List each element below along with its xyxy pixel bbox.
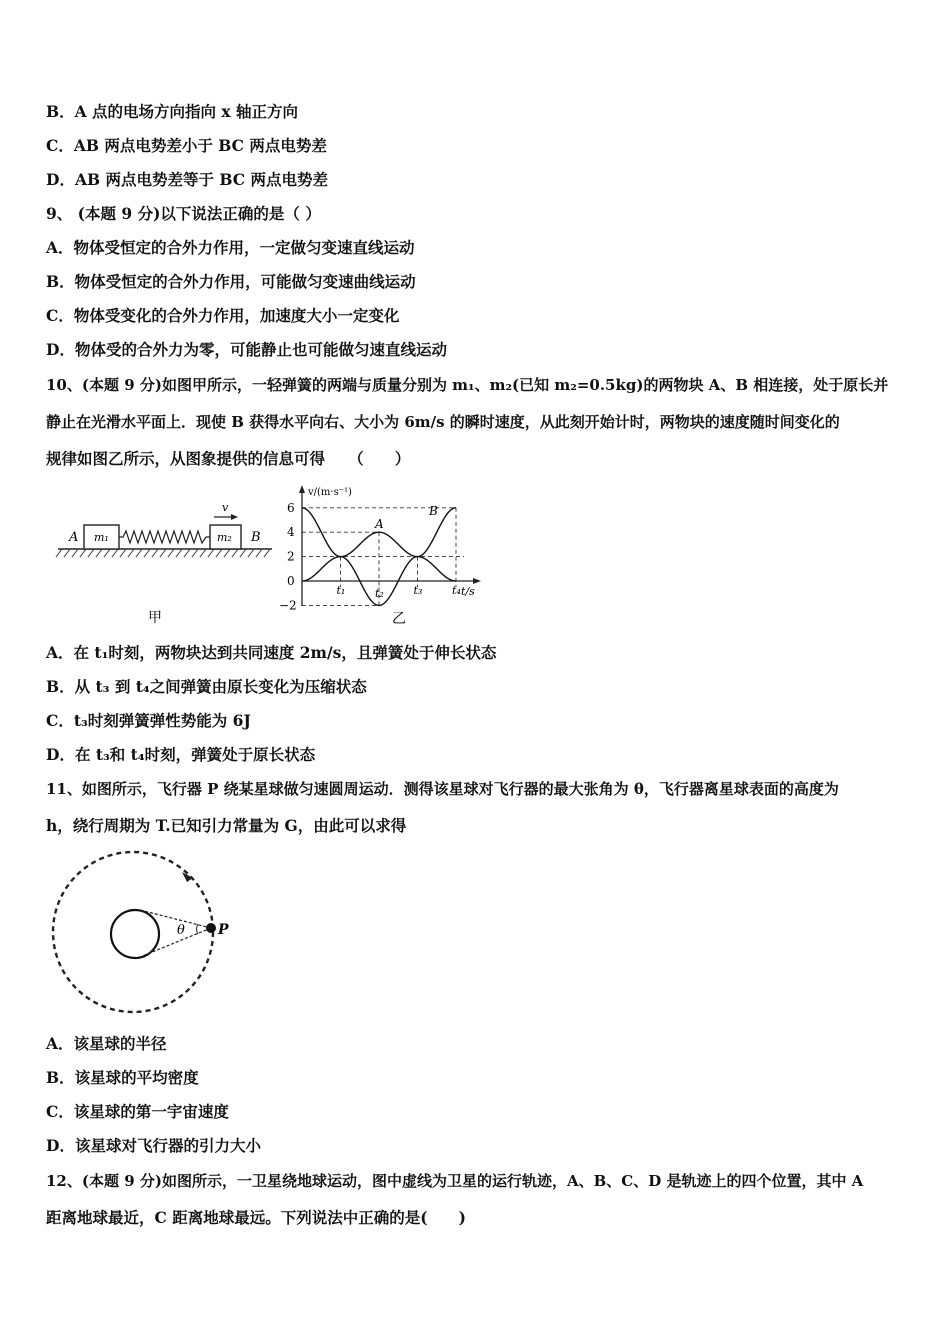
q10-option-b: B．从 t₃ 到 t₄之间弹簧由原长变化为压缩状态 [46, 677, 367, 696]
y-tick-label: 6 [287, 500, 295, 515]
theta-label: θ [177, 923, 185, 938]
q10-option-a: A．在 t₁时刻，两物块达到共同速度 2m/s，且弹簧处于伸长状态 [46, 643, 497, 662]
q9-option-a: A．物体受恒定的合外力作用，一定做匀变速直线运动 [46, 238, 415, 257]
x-axis-label: t/s [461, 585, 475, 598]
block-m1-label: m₁ [94, 531, 109, 544]
q10-stem-line3: 规律如图乙所示，从图象提供的信息可得 （ ） [46, 449, 411, 468]
block-b-label: B [251, 530, 261, 545]
x-tick-label: t₄ [452, 584, 461, 597]
y-axis-arrow [299, 485, 305, 493]
x-tick-label: t₂ [375, 587, 384, 600]
q12-stem-line1: 12、(本题 9 分)如图所示，一卫星绕地球运动，图中虚线为卫星的运行轨迹，A、B、C、D 是轨迹上的四个位置，其中 A [46, 1172, 864, 1190]
q8-option-c: C．AB 两点电势差小于 BC 两点电势差 [46, 136, 327, 155]
q8-option-b: B．A 点的电场方向指向 x 轴正方向 [46, 102, 299, 121]
q11-option-d: D．该星球对飞行器的引力大小 [46, 1136, 261, 1155]
orbit-figure [46, 848, 246, 1018]
block-m2-label: m₂ [217, 531, 232, 544]
figure-jia-caption: 甲 [148, 610, 162, 626]
planet [111, 910, 159, 958]
series-a-label: A [375, 517, 384, 532]
q11-option-b: B．该星球的平均密度 [46, 1068, 199, 1087]
y-tick-label: 2 [287, 549, 295, 564]
q10-option-c: C．t₃时刻弹簧弹性势能为 6J [46, 711, 251, 730]
q11-option-a: A．该星球的半径 [46, 1034, 167, 1053]
q10-stem-line1: 10、(本题 9 分)如图甲所示，一轻弹簧的两端与质量分别为 m₁、m₂(已知 m₂=0.5kg)的两物块 A、B 相连接，处于原长并 [46, 376, 889, 394]
y-tick-label: −2 [279, 598, 297, 613]
q9-stem: 9、 (本题 9 分)以下说法正确的是（ ） [46, 204, 321, 223]
q9-option-d: D．物体受的合外力为零，可能静止也可能做匀速直线运动 [46, 340, 447, 359]
velocity-label: v [222, 501, 229, 514]
spacecraft-p [206, 923, 216, 933]
x-tick-label: t₃ [413, 584, 423, 597]
p-label: P [218, 922, 229, 938]
x-tick-label: t₁ [336, 584, 346, 597]
y-axis-label: v/(m·s⁻¹) [308, 487, 352, 498]
q10-stem-line2: 静止在光滑水平面上．现使 B 获得水平向右、大小为 6m/s 的瞬时速度，从此刻开始计时，两物块的速度随时间变化的 [46, 413, 840, 431]
q10-option-d: D．在 t₃和 t₄时刻，弹簧处于原长状态 [46, 745, 316, 764]
q11-option-c: C．该星球的第一宇宙速度 [46, 1102, 229, 1121]
q12-stem-line2: 距离地球最近，C 距离地球最远。下列说法中正确的是( ) [46, 1208, 466, 1227]
y-tick-label: 4 [287, 525, 295, 540]
q11-stem-line1: 11、如图所示，飞行器 P 绕某星球做匀速圆周运动．测得该星球对飞行器的最大张角为 θ，飞行器离星球表面的高度为 [46, 780, 839, 798]
figure-yi-caption: 乙 [392, 611, 406, 627]
spring [119, 531, 210, 543]
series-b-label: B [429, 504, 438, 519]
q8-option-d: D．AB 两点电势差等于 BC 两点电势差 [46, 170, 328, 189]
block-a-label: A [69, 530, 79, 545]
q9-option-b: B．物体受恒定的合外力作用，可能做匀变速曲线运动 [46, 272, 416, 291]
y-tick-label: 0 [287, 574, 295, 588]
q9-option-c: C．物体受变化的合外力作用，加速度大小一定变化 [46, 306, 400, 325]
velocity-time-chart [275, 480, 490, 630]
q11-stem-line2: h，绕行周期为 T.已知引力常量为 G，由此可以求得 [46, 816, 407, 835]
x-axis-arrow [473, 578, 481, 584]
spring-block-figure [52, 496, 277, 628]
